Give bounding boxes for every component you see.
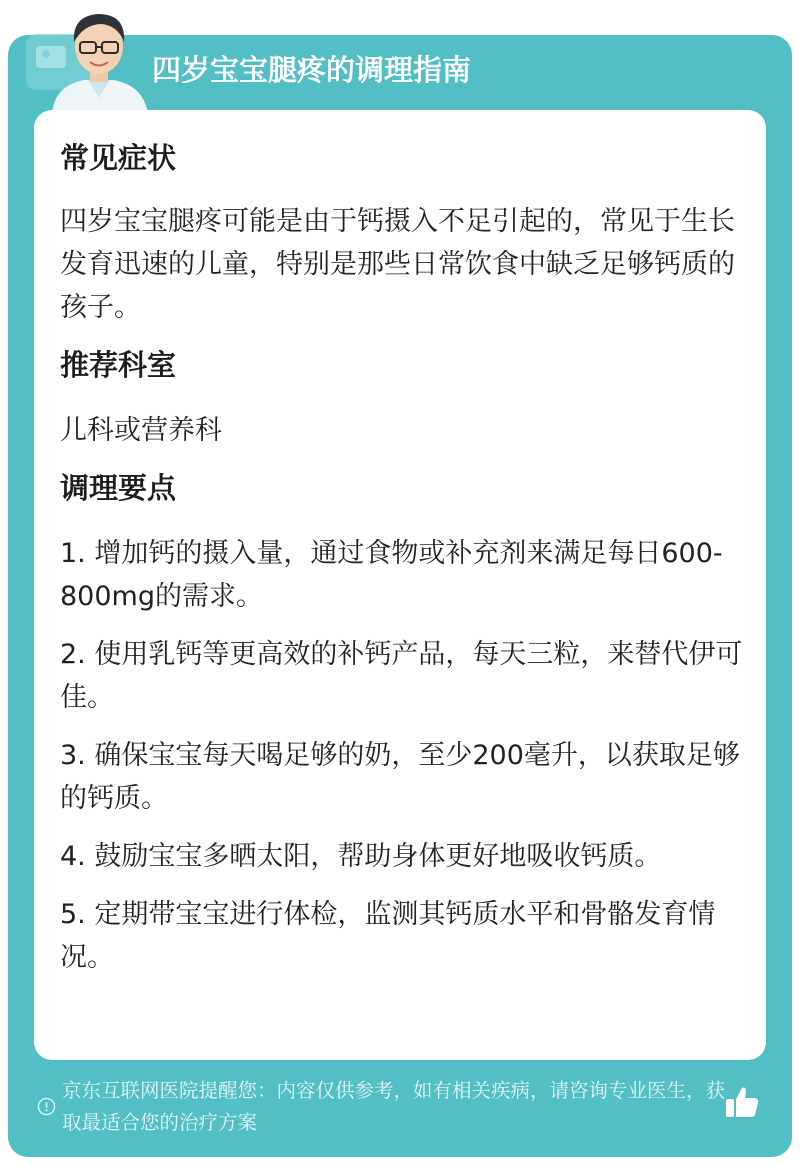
section-body-symptoms: 四岁宝宝腿疼可能是由于钙摄入不足引起的，常见于生长发育迅速的儿童，特别是那些日常饮食中缺乏足够钙质的孩子。: [60, 206, 735, 323]
info-icon: [37, 1097, 56, 1116]
list-item: 5. 定期带宝宝进行体检，监测其钙质水平和骨骼发育情况。: [60, 899, 716, 973]
list-item: 4. 鼓励宝宝多晒太阳，帮助身体更好地吸收钙质。: [60, 841, 662, 872]
list-item: 3. 确保宝宝每天喝足够的奶，至少200毫升，以获取足够的钙质。: [60, 740, 740, 814]
list-item: 2. 使用乳钙等更高效的补钙产品，每天三粒，来替代伊可佳。: [60, 639, 743, 713]
doctor-avatar-icon: [44, 2, 154, 114]
content-card: [34, 110, 766, 1060]
section-title-department: 推荐科室: [60, 348, 177, 382]
thumbs-up-icon[interactable]: [722, 1082, 762, 1122]
section-title-symptoms: 常见症状: [60, 141, 177, 175]
section-body-department: 儿科或营养科: [60, 415, 222, 446]
section-title-care-points: 调理要点: [60, 471, 177, 505]
care-points-list: [60, 532, 750, 979]
page-title: 四岁宝宝腿疼的调理指南: [152, 53, 472, 87]
disclaimer-text: 京东互联网医院提醒您：内容仅供参考，如有相关疾病，请咨询专业医生，获取最适合您的治疗方案: [62, 1079, 726, 1134]
list-item: 1. 增加钙的摄入量，通过食物或补充剂来满足每日600-800mg的需求。: [60, 538, 723, 612]
